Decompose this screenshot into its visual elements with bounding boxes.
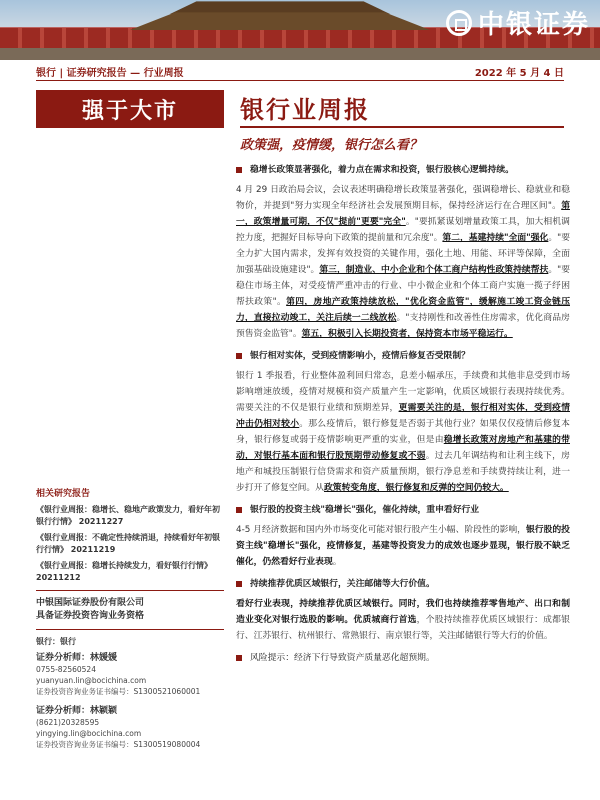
bullet-square-icon [236, 353, 242, 359]
analyst-phone: 0755-82560524 [36, 665, 96, 674]
bank-logo-icon [446, 10, 472, 36]
analyst-name: 证券分析师：林颖颖 [36, 706, 118, 716]
page-subtitle: 政策强，疫情缓，银行怎么看？ [240, 138, 423, 153]
main-content [236, 160, 570, 670]
section-heading: 稳增长政策显著强化，着力点在需求和投资，银行股核心逻辑持续。 [236, 162, 570, 178]
analyst-email[interactable]: yuanyuan.lin@bocichina.com [36, 676, 147, 685]
analyst-name: 证券分析师：林媛媛 [36, 653, 118, 663]
analyst-cert: 证券投资咨询业务证书编号：S1300519080004 [36, 740, 201, 749]
sidebar-divider [36, 590, 224, 591]
banner-ground [0, 48, 600, 60]
title-divider [240, 126, 564, 128]
analyst-phone: (8621)20328595 [36, 718, 100, 727]
rating-badge: 强于大市 [36, 90, 224, 128]
paragraph: 4-5 月经济数据和国内外市场变化可能对银行股产生小幅、阶段性的影响，银行股的投资主线"稳增长"强化，疫情修复，基建等投资发力的成效也逐步显现，银行股不缺乏催化，仍然看好行业表现。 [236, 525, 570, 567]
company-logo [446, 4, 590, 41]
industry-label: 银行：银行 [36, 637, 76, 646]
bullet-square-icon [236, 167, 242, 173]
logo-text: 中银证券 [477, 10, 590, 40]
header-banner [0, 0, 600, 60]
report-category: 银行 | 证券研究报告 — 行业周报 [36, 68, 184, 79]
related-report-link[interactable]: 《银行业周报：稳增长、稳地产政策发力，看好年初银行行情》 20211227 [36, 505, 220, 526]
related-report-link[interactable]: 《银行业周报：稳增长持续发力，看好银行行情》 20211212 [36, 561, 212, 582]
report-date: 2022 年 5 月 4 日 [474, 68, 564, 79]
paragraph: 4 月 29 日政治局会议，会议表述明确稳增长政策显著强化，强调稳增长、稳就业和稳物价，并提到"努力实现全年经济社会发展预期目标，保持经济运行在合理区间"。第一，政策增量可期，不仅"提前"更要"完全"。"要抓紧谋划增量政策工具，加大相机调控力度，把握好目标导向下政策的提前量和冗余度"。第二，基建持续"全面"强化。"要全力扩大国内需求，发挥有效投资的关键作用，强化土地、用能、环评等保障，全面加强基础设施建设"。第三，制造业、中小企业和个体工商户结构性政策持续帮扶。"要稳住市场主体，对受疫情严重冲击的行业、中小微企业和个体工商户实施一揽子纾困帮扶政策"。第四，房地产政策持续放松，"优化资金监管"，缓解施工竣工资金链压力，直接拉动竣工，关注后续一二线放松。"支持刚性和改善性住房需求，优化商品房预售资金监管"。第五，积极引入长期投资者，保持资本市场平稳运行。 [236, 185, 571, 339]
related-report-link[interactable]: 《银行业周报：不确定性持续消退，持续看好年初银行行情》 20211219 [36, 533, 220, 554]
section-heading: 银行相对实体，受到疫情影响小，疫情后修复否受限制？ [236, 348, 570, 364]
bullet-square-icon [236, 507, 242, 513]
related-reports-title: 相关研究报告 [36, 489, 91, 499]
risk-note: 风险提示：经济下行导致资产质量恶化超预期。 [236, 650, 570, 666]
paragraph: 看好行业表现，持续推荐优质区域银行。同时，我们也持续推荐零售地产、出口和制造业变化对银行选股的影响。优质城商行首选，个股持续推荐优质区域银行：成都银行、江苏银行、杭州银行、常熟银行、南京银行等，关注邮储银行等大行的价值。 [236, 599, 570, 641]
page-title: 银行业周报 [240, 96, 370, 124]
paragraph: 银行 1 季报看，行业整体盈利回归常态，息差小幅承压，手续费和其他非息受到市场影响增速放缓，疫情对规模和资产质量产生一定影响，优质区域银行表现持续优秀。需要关注的不仅是银行业绩和预期差异，更需要关注的是，银行相对实体，受到疫情冲击仍相对较小。那么疫情后，银行修复是否弱于其他行业？如果仅仅疫情后修复本身，银行修复或弱于疫情影响更严重的实业，但是由稳增长政策对房地产和基建的带动，对银行基本面和银行股预期带动修复或不弱。过去几年调结构和让利主线下，房地产和城投压制银行信贷需求和资产质量预期，银行净息差和手续费持续让利，进一步打开了修复空间。从政策转变角度，银行修复和反弹的空间仍较大。 [236, 371, 570, 493]
company-name: 中银国际证券股份有限公司 [36, 598, 145, 608]
sidebar [36, 488, 224, 750]
analyst-cert: 证券投资咨询业务证书编号：S1300521060001 [36, 687, 201, 696]
bullet-square-icon [236, 581, 242, 587]
report-meta-bar [36, 64, 564, 80]
section-heading: 银行股的投资主线"稳增长"强化，催化持续，重申看好行业 [236, 502, 570, 518]
banner-roof-top [170, 0, 390, 14]
section-heading: 持续推荐优质区域银行，关注邮储等大行价值。 [236, 576, 570, 592]
analyst-email[interactable]: yingying.lin@bocichina.com [36, 729, 142, 738]
header-divider [36, 80, 564, 81]
bullet-square-icon [236, 655, 242, 661]
sidebar-divider [36, 629, 224, 630]
company-qualification: 具备证券投资咨询业务资格 [36, 611, 145, 621]
